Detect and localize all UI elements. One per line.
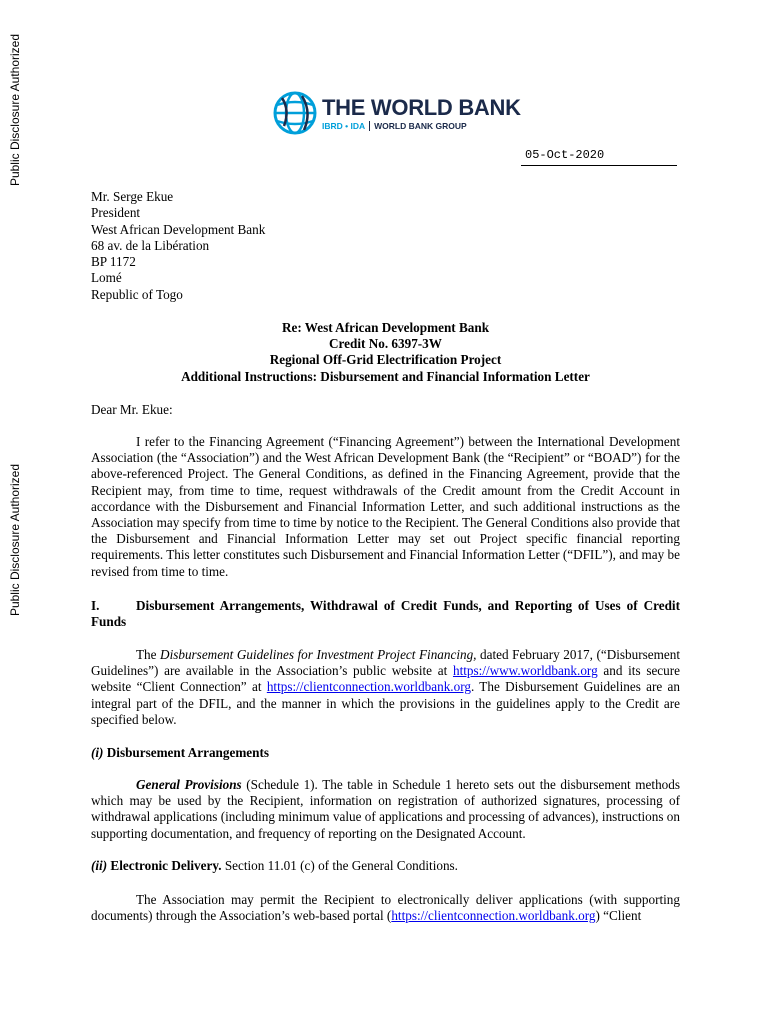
world-bank-logo [272, 90, 521, 136]
worldbank-link[interactable]: https://www.worldbank.org [452, 663, 598, 679]
guidelines-paragraph: The Disbursement Guidelines for Investment Project Financing, dated February 2017, (“Disbursement Guidelines”) are available in the Association’s public website at https://www.worldbank.org and its secure website “Client Connection” at https://clientconnection.worldbank.org. The Disbursement Guidelines are an integral part of the DFIL, and the manner in which the provisions in the guidelines apply to the Credit are specified below. [91, 647, 681, 727]
subject-block: Re: West African Development Bank Credit No. 6397-3W Regional Off-Grid Electrification Project Additional Instructions: Disbursement and Financial Information Letter [181, 320, 590, 384]
disclosure-label-middle [0, 430, 30, 650]
subsection-heading-i: (i) Disbursement Arrangements [91, 745, 270, 760]
logo-subtitle: IBRD • IDA WORLD BANK GROUP [322, 120, 467, 131]
subsection-heading-ii: (ii) Electronic Delivery. Section 11.01 (c) of the General Conditions. [91, 858, 458, 873]
disclosure-label-top [0, 0, 30, 220]
section-heading: I. Disbursement Arrangements, Withdrawal of Credit Funds, and Reporting of Uses of Credit Funds [91, 598, 680, 630]
disclosure-label-text: Public Disclosure Authorized [8, 33, 23, 187]
intro-paragraph: I refer to the Financing Agreement (“Financing Agreement”) between the International Development Association (the “Association”) and the West African Development Bank (the “Recipient” or “BOAD”) for the above-referenced Project. The General Conditions, as defined in the Financing Agreement, provide that the Recipient may, from time to time, request withdrawals of the Credit amount from the Credit Account in accordance with the Disbursement and Financial Information Letter, and such additional instructions as the Association may specify from time to time by notice to the Recipient. The General Conditions also provide that the Disbursement and Financial Information Letter may set out Project specific financial reporting requirements. This letter constitutes such Disbursement and Financial Information Letter (“DFIL”), and may be revised from time to time. [91, 434, 680, 579]
letter-date: 05-Oct-2020 [521, 148, 681, 166]
globe-icon [272, 90, 318, 136]
general-provisions-paragraph: General Provisions (Schedule 1). The table in Schedule 1 hereto sets out the disbursement methods which may be used by the Recipient, information on registration of authorized signatures, processing of withdrawal applications (including minimum value of applications and processing of advances), instructions on supporting documentation, and frequency of reporting on the Designated Account. [91, 777, 680, 841]
client-connection-link[interactable]: https://clientconnection.worldbank.org [391, 908, 596, 924]
salutation: Dear Mr. Ekue: [91, 402, 173, 417]
electronic-delivery-paragraph: The Association may permit the Recipient to electronically deliver applications (with supporting documents) through the Association’s web-based portal (https://clientconnection.worldbank.org) “Client [91, 892, 680, 924]
client-connection-link[interactable]: https://clientconnection.worldbank.org [266, 679, 471, 695]
logo-divider [369, 121, 370, 131]
recipient-address: Mr. Serge Ekue President West African Development Bank 68 av. de la Libération BP 1172 Lomé Republic of Togo [91, 189, 266, 302]
date-underline [521, 165, 677, 166]
logo-title: THE WORLD BANK [322, 94, 521, 120]
disclosure-label-text: Public Disclosure Authorized [8, 463, 23, 617]
